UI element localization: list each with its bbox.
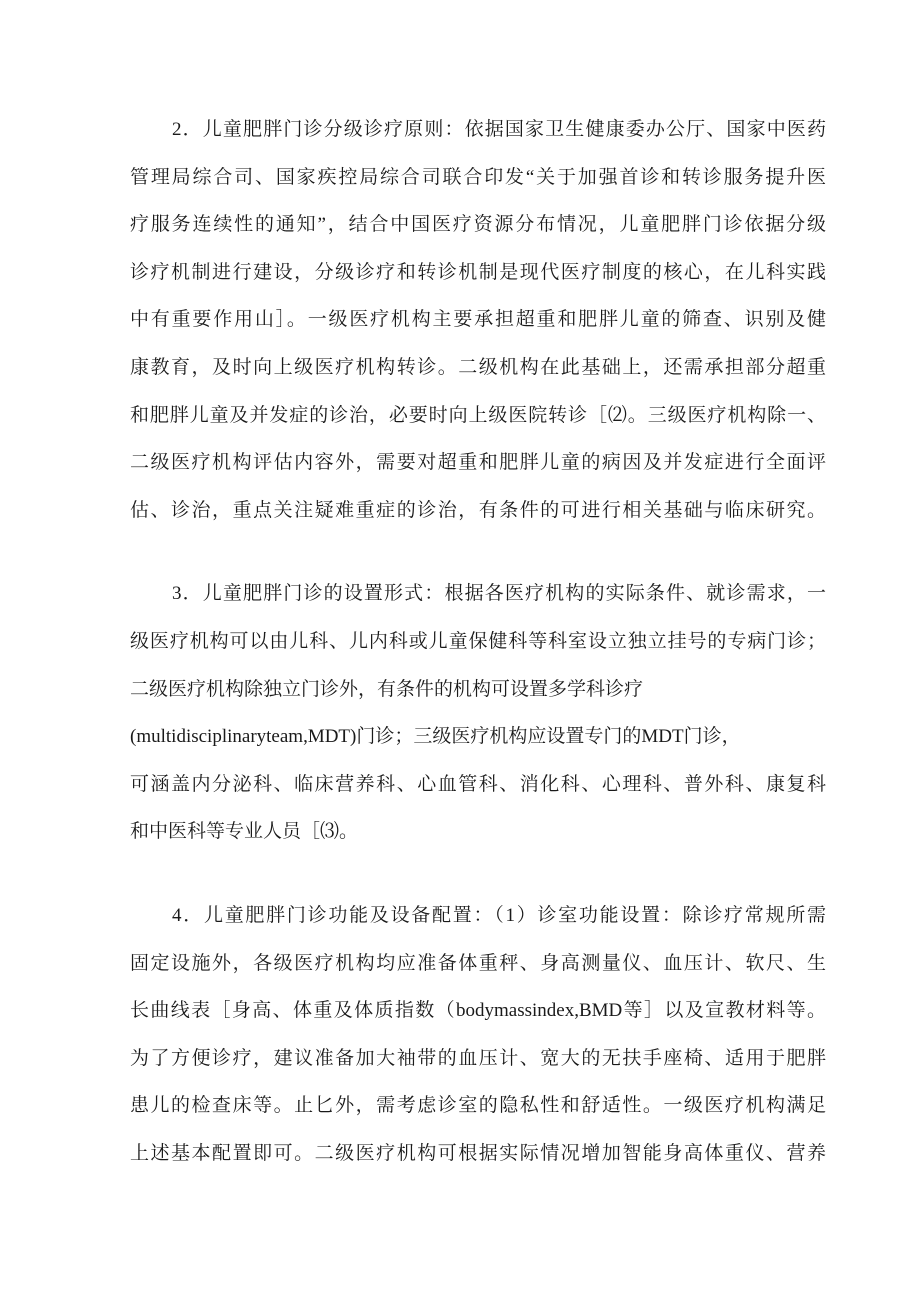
text-line: 疗服务连续性的通知”，结合中国医疗资源分布情况，儿童肥胖门诊依据分级 xyxy=(130,214,826,236)
text-line: 管理局综合司、国家疾控局综合司联合印发“关于加强首诊和转诊服务提升医 xyxy=(130,166,826,188)
text-line: 2．儿童肥胖门诊分级诊疗原则：依据国家卫生健康委办公厅、国家中医药 xyxy=(172,119,826,140)
paragraph-clinic-setup xyxy=(130,570,826,856)
text-line: 二级医疗机构评估内容外，需要对超重和肥胖儿童的病因及并发症进行全面评 xyxy=(130,452,826,474)
text-line: (multidisciplinaryteam,MDT)门诊；三级医疗机构应设置专门的MDT门诊， xyxy=(130,726,741,748)
text-line: 估、诊治，重点关注疑难重症的诊治，有条件的可进行相关基础与临床研究。 xyxy=(130,499,826,521)
text-line: 为了方便诊疗，建议准备加大袖带的血压计、宽大的无扶手座椅、适用于肥胖 xyxy=(130,1047,826,1069)
text-line: 和肥胖儿童及并发症的诊治，必要时向上级医院转诊［⑵。三级医疗机构除一、 xyxy=(130,404,826,426)
paragraph-equipment-config xyxy=(130,892,826,1178)
text-line: 康教育，及时向上级医疗机构转诊。二级机构在此基础上，还需承担部分超重 xyxy=(130,356,826,378)
text-line: 二级医疗机构除独立门诊外，有条件的机构可设置多学科诊疗 xyxy=(130,678,644,700)
text-line: 4．儿童肥胖门诊功能及设备配置：（1）诊室功能设置：除诊疗常规所需 xyxy=(172,904,826,926)
text-line: 3．儿童肥胖门诊的设置形式：根据各医疗机构的实际条件、就诊需求，一 xyxy=(172,583,826,605)
text-line: 上述基本配置即可。二级医疗机构可根据实际情况增加智能身高体重仪、营养 xyxy=(130,1142,826,1164)
paragraph-tiered-diagnosis xyxy=(130,106,826,534)
text-line: 诊疗机制进行建设，分级诊疗和转诊机制是现代医疗制度的核心，在儿科实践 xyxy=(130,261,826,283)
text-line: 和中医科等专业人员［⑶。 xyxy=(130,821,359,843)
text-line: 中有重要作用山］。一级医疗机构主要承担超重和肥胖儿童的筛查、识别及健 xyxy=(130,309,826,331)
text-line: 固定设施外，各级医疗机构均应准备体重秤、身高测量仪、血压计、软尺、生 xyxy=(130,952,826,974)
text-line: 患儿的检查床等。止匕外，需考虑诊室的隐私性和舒适性。一级医疗机构满足 xyxy=(130,1095,826,1117)
text-line: 可涵盖内分泌科、临床营养科、心血管科、消化科、心理科、普外科、康复科 xyxy=(130,773,826,795)
document-page xyxy=(130,106,826,1213)
text-line: 级医疗机构可以由儿科、儿内科或儿童保健科等科室设立独立挂号的专病门诊； xyxy=(130,630,826,652)
text-line: 长曲线表［身高、体重及体质指数（bodymassindex,BMD等］以及宣教材料等。 xyxy=(130,1000,826,1022)
